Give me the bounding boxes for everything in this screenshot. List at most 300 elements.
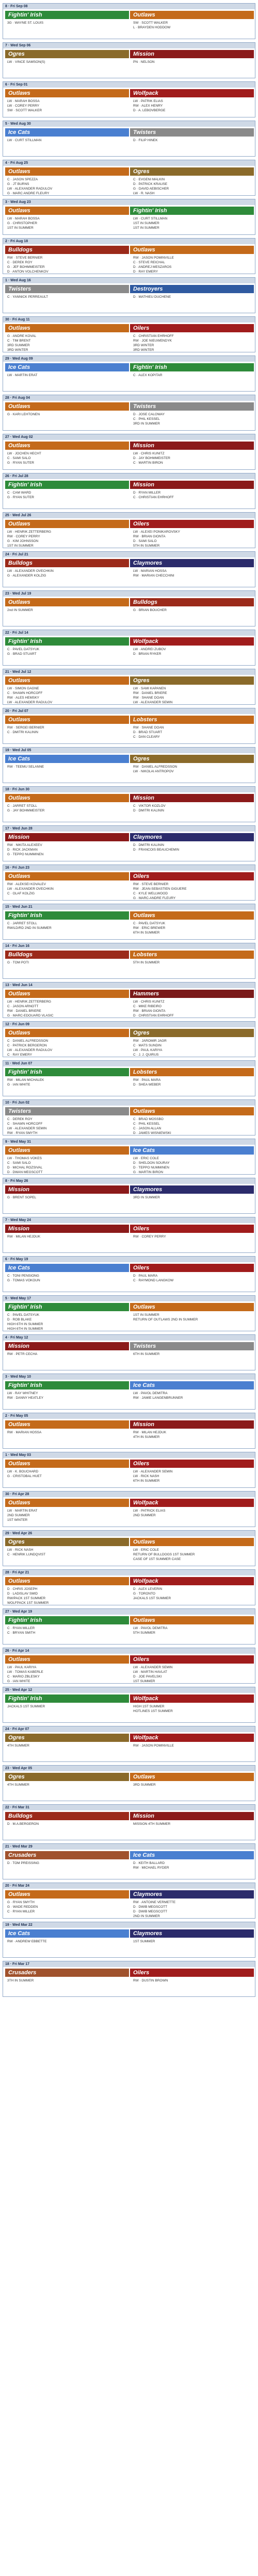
game-card[interactable] xyxy=(3,1099,255,1136)
away-notes xyxy=(129,490,255,500)
home-note: C · DEREK ROY xyxy=(7,261,33,264)
away-note: C · CHRISTIAN EHRHOFF xyxy=(133,496,174,499)
away-team-bar[interactable]: Oilers xyxy=(130,324,254,332)
home-team-bar[interactable]: Outlaws xyxy=(5,167,129,176)
away-team-bar[interactable]: Twisters xyxy=(130,128,254,137)
game-date: 20 · Fri Mar 24 xyxy=(3,1883,255,1889)
game-card[interactable] xyxy=(3,669,255,705)
away-team-bar[interactable]: Outlaws xyxy=(130,1538,254,1546)
game-card[interactable] xyxy=(3,825,255,861)
game-card[interactable] xyxy=(3,434,255,470)
home-notes xyxy=(3,1078,129,1087)
notes-row xyxy=(3,1822,255,1826)
away-team-bar[interactable]: Ogres xyxy=(130,1029,254,1037)
away-team-bar[interactable]: Mission xyxy=(130,1420,254,1429)
game-date: 7 · Wed Sep 06 xyxy=(3,43,255,48)
notes-row xyxy=(3,99,255,113)
away-team-bar[interactable]: Oilers xyxy=(130,1264,254,1272)
matchup-row xyxy=(3,11,255,19)
game-card[interactable] xyxy=(3,1569,255,1605)
game-date: 30 · Fri Apr 28 xyxy=(3,1492,255,1497)
away-notes xyxy=(129,21,255,30)
home-team-bar[interactable]: Outlaws xyxy=(5,442,129,450)
home-team-bar[interactable]: Mission xyxy=(5,1342,129,1350)
home-note: C · PAVEL DATSYUK xyxy=(7,648,40,651)
home-team-bar[interactable]: Mission xyxy=(5,1185,129,1194)
away-team-bar[interactable]: Oilers xyxy=(130,1969,254,1977)
home-note: JACKALS 1ST SUMMER xyxy=(7,1705,45,1708)
matchup-row xyxy=(3,1929,255,1938)
away-team-bar[interactable]: Wolfpack xyxy=(130,1734,254,1742)
home-team-bar[interactable]: Fightin' Irish xyxy=(5,1616,129,1624)
away-team-bar[interactable]: Oilers xyxy=(130,1655,254,1664)
game-card[interactable] xyxy=(3,747,255,783)
away-team-bar[interactable]: Mission xyxy=(130,481,254,489)
home-notes xyxy=(3,647,129,656)
game-card[interactable] xyxy=(3,395,255,431)
home-team-bar[interactable]: Mission xyxy=(5,833,129,841)
notes-row xyxy=(3,1469,255,1483)
game-card[interactable] xyxy=(3,238,255,274)
home-note: RW · ALEKSEI KOVALEV xyxy=(7,883,46,886)
game-date: 2 · Fri May 05 xyxy=(3,1413,255,1419)
away-note: D · ANDREJ MESZAROS xyxy=(133,265,172,269)
away-note: C · VIKTOR KOZLOV xyxy=(133,804,166,808)
away-team-bar[interactable]: Wolfpack xyxy=(130,1499,254,1507)
home-team-bar[interactable]: Fightin' Irish xyxy=(5,1303,129,1311)
away-team-bar[interactable]: Outlaws xyxy=(130,246,254,254)
game-card[interactable] xyxy=(3,42,255,78)
home-notes xyxy=(3,1509,129,1522)
away-team-bar[interactable]: Oilers xyxy=(130,520,254,528)
home-notes xyxy=(3,1313,129,1331)
home-notes xyxy=(3,1665,129,1684)
home-notes xyxy=(3,569,129,578)
matchup-row xyxy=(3,990,255,998)
game-card[interactable] xyxy=(3,1804,255,1840)
home-team-bar[interactable]: Outlaws xyxy=(5,598,129,606)
notes-row xyxy=(3,412,255,426)
home-team-bar[interactable]: Outlaws xyxy=(5,1890,129,1899)
away-note: D · RYAN MILLER xyxy=(133,491,161,495)
away-notes xyxy=(129,1704,255,1714)
away-team-bar[interactable]: Lobsters xyxy=(130,716,254,724)
away-note: RW · MILAN HEJDUK xyxy=(133,1431,167,1434)
away-note: RW · JEAN-SEBASTIEN GIGUERE xyxy=(133,887,187,891)
notes-row xyxy=(3,1939,255,1944)
notes-row xyxy=(3,765,255,774)
away-team-bar[interactable]: Ogres xyxy=(130,755,254,763)
home-note: G · KARI LEHTONEN xyxy=(7,413,40,416)
home-notes xyxy=(3,843,129,857)
home-team-bar[interactable]: Bulldogs xyxy=(5,951,129,959)
away-note: 1ST SUMMER xyxy=(133,1940,155,1943)
notes-row xyxy=(3,256,255,274)
away-note: RW · ERIC BREWER xyxy=(133,926,166,930)
away-note: L · BRAYDEN HODDOW xyxy=(133,26,171,29)
away-team-bar[interactable]: Fightin' Irish xyxy=(130,363,254,371)
game-card[interactable] xyxy=(3,316,255,352)
game-card[interactable] xyxy=(3,3,255,39)
home-note: C · JASON ARNOTT xyxy=(7,1005,39,1008)
away-note: D · PATRICK KRAUSE xyxy=(133,182,168,186)
game-date: 25 · Wed Apr 12 xyxy=(3,1687,255,1693)
home-note: LW · RAY WHITNEY xyxy=(7,1392,38,1395)
home-notes xyxy=(3,1117,129,1136)
away-team-bar[interactable]: Ice Cats xyxy=(130,1146,254,1155)
game-card[interactable] xyxy=(3,199,255,235)
home-note: G · JEF BOHMMEISTER xyxy=(7,265,45,269)
home-team-bar[interactable]: Fightin' Irish xyxy=(5,1381,129,1389)
home-note: LW · ALEXANDER RADULOV xyxy=(7,1048,53,1052)
away-team-bar[interactable]: Mission xyxy=(130,50,254,58)
home-notes xyxy=(3,608,129,613)
home-team-bar[interactable]: Fightin' Irish xyxy=(5,1694,129,1703)
game-date: 5 · Wed May 17 xyxy=(3,1296,255,1301)
notes-row xyxy=(3,1195,255,1200)
home-team-bar[interactable]: Bulldogs xyxy=(5,246,129,254)
game-card[interactable] xyxy=(3,1530,255,1566)
home-note: C · OLAF KOLZIG xyxy=(7,892,35,895)
away-note: G · TORONTO xyxy=(133,1592,155,1596)
home-note: G · MARC-EDOUARD VLASIC xyxy=(7,1014,54,1018)
home-team-bar[interactable]: Outlaws xyxy=(5,716,129,724)
away-team-bar[interactable]: Claymores xyxy=(130,1185,254,1194)
home-team-bar[interactable]: Fightin' Irish xyxy=(5,1068,129,1076)
game-card[interactable] xyxy=(3,1295,255,1331)
matchup-row xyxy=(3,951,255,959)
home-team-bar[interactable]: Crusaders xyxy=(5,1969,129,1977)
away-team-bar[interactable]: Outlaws xyxy=(130,1773,254,1781)
away-note: 1ST SUMMER xyxy=(133,1680,155,1683)
notes-row xyxy=(3,1078,255,1087)
home-team-bar[interactable]: Ice Cats xyxy=(5,1264,129,1272)
home-notes xyxy=(3,1234,129,1239)
home-team-bar[interactable]: Fightin' Irish xyxy=(5,911,129,920)
away-team-bar[interactable]: Wolfpack xyxy=(130,637,254,646)
matchup-row xyxy=(3,1146,255,1155)
game-card[interactable] xyxy=(3,160,255,196)
matchup-row xyxy=(3,1969,255,1977)
home-note: LW · ALEXANDER OVECHKIN xyxy=(7,887,54,891)
game-card[interactable] xyxy=(3,81,255,117)
home-team-bar[interactable]: Ice Cats xyxy=(5,755,129,763)
game-card[interactable] xyxy=(3,1452,255,1488)
matchup-row xyxy=(3,1694,255,1703)
home-note: LW · HENRIK ZETTERBERG xyxy=(7,1000,52,1004)
away-notes xyxy=(129,1352,255,1357)
home-team-bar[interactable]: Fightin' Irish xyxy=(5,11,129,19)
game-card[interactable] xyxy=(3,1021,255,1057)
game-date: 16 · Fri Jun 23 xyxy=(3,865,255,871)
home-team-bar[interactable]: Outlaws xyxy=(5,89,129,97)
game-card[interactable] xyxy=(3,1961,255,1997)
matchup-row xyxy=(3,1577,255,1585)
away-team-bar[interactable]: Hammers xyxy=(130,990,254,998)
away-notes xyxy=(129,1665,255,1684)
notes-row xyxy=(3,177,255,196)
notes-row xyxy=(3,569,255,578)
away-note: D · JAMES WISNIEWSKI xyxy=(133,1131,171,1135)
home-notes xyxy=(3,999,129,1018)
home-notes xyxy=(3,451,129,465)
home-note: HIGH 6TH IN SUMMER xyxy=(7,1327,43,1331)
home-notes xyxy=(3,138,129,143)
game-card[interactable] xyxy=(3,1060,255,1096)
game-card[interactable] xyxy=(3,1843,255,1879)
game-card[interactable] xyxy=(3,786,255,822)
away-note: C · BRAD MOSSBO xyxy=(133,1117,164,1121)
home-team-bar[interactable]: Ice Cats xyxy=(5,1929,129,1938)
game-card[interactable] xyxy=(3,512,255,548)
away-note: D · SAMI SALO xyxy=(133,539,157,543)
away-notes xyxy=(129,1783,255,1787)
away-team-bar[interactable]: Mission xyxy=(130,1812,254,1820)
game-card[interactable] xyxy=(3,1334,255,1370)
away-note: RW · JASON POMINVILLE xyxy=(133,1744,174,1748)
game-card[interactable] xyxy=(3,1217,255,1253)
away-note: LW · ALEXEI PONIKAROVSKY xyxy=(133,530,180,534)
game-card[interactable] xyxy=(3,1648,255,1684)
away-team-bar[interactable]: Oilers xyxy=(130,872,254,880)
away-note: D · JOSE CALOWAY xyxy=(133,413,165,416)
home-notes xyxy=(3,60,129,64)
game-card[interactable] xyxy=(3,1374,255,1410)
home-team-bar[interactable]: Outlaws xyxy=(5,1577,129,1585)
game-date: 18 · Fri Jun 30 xyxy=(3,787,255,792)
home-note: C · PAVEL DATSYUK xyxy=(7,1313,40,1317)
away-notes xyxy=(129,177,255,196)
home-notes xyxy=(3,1626,129,1635)
away-team-bar[interactable]: Ogres xyxy=(130,167,254,176)
away-team-bar[interactable]: Claymores xyxy=(130,559,254,567)
home-team-bar[interactable]: Ogres xyxy=(5,50,129,58)
away-note: LW · SAMI KAPANEN xyxy=(133,687,166,690)
notes-row xyxy=(3,1430,255,1439)
away-notes xyxy=(129,1313,255,1331)
home-team-bar[interactable]: Outlaws xyxy=(5,1499,129,1507)
home-team-bar[interactable]: Ogres xyxy=(5,1734,129,1742)
home-team-bar[interactable]: Ogres xyxy=(5,1538,129,1546)
game-date: 23 · Wed Jul 19 xyxy=(3,591,255,597)
away-note: 6TH IN SUMMER xyxy=(133,931,160,935)
home-note: C · RAY EMERY xyxy=(7,1053,33,1057)
game-card[interactable] xyxy=(3,277,255,313)
game-card[interactable] xyxy=(3,1491,255,1527)
away-notes xyxy=(129,804,255,813)
away-note: 6TH IN SUMMER xyxy=(133,1352,160,1356)
away-team-bar[interactable]: Claymores xyxy=(130,1929,254,1938)
home-notes xyxy=(3,1391,129,1400)
home-note: G · BRAD STUART xyxy=(7,652,37,656)
home-note: RW · DANIEL BRIERE xyxy=(7,1009,41,1013)
home-team-bar[interactable]: Outlaws xyxy=(5,794,129,802)
home-team-bar[interactable]: Fightin' Irish xyxy=(5,481,129,489)
away-team-bar[interactable]: Wolfpack xyxy=(130,1694,254,1703)
home-team-bar[interactable]: Outlaws xyxy=(5,520,129,528)
away-note: 3RD IN SUMMER xyxy=(133,422,160,426)
away-note: D · PAUL MARA xyxy=(133,1274,158,1278)
away-team-bar[interactable]: Twisters xyxy=(130,1342,254,1350)
home-note: 3G · WAYNE ST. LOUIS xyxy=(7,21,44,25)
home-team-bar[interactable]: Outlaws xyxy=(5,1420,129,1429)
home-team-bar[interactable]: Mission xyxy=(5,1225,129,1233)
away-note: LW · RICK NASH xyxy=(133,1475,159,1478)
notes-row xyxy=(3,1548,255,1562)
away-team-bar[interactable]: Ice Cats xyxy=(130,1381,254,1389)
away-note: RW · BRIAN GIONTA xyxy=(133,535,166,538)
away-team-bar[interactable]: Outlaws xyxy=(130,911,254,920)
home-team-bar[interactable]: Fightin' Irish xyxy=(5,637,129,646)
matchup-row xyxy=(3,442,255,450)
home-team-bar[interactable]: Bulldogs xyxy=(5,1812,129,1820)
home-note: C · DEREK ROY xyxy=(7,1117,33,1121)
game-card[interactable] xyxy=(3,1413,255,1449)
away-note: D · DWIB MEGSCOTT xyxy=(133,1910,168,1913)
away-team-bar[interactable]: Twisters xyxy=(130,402,254,411)
away-team-bar[interactable]: Outlaws xyxy=(130,11,254,19)
game-card[interactable] xyxy=(3,1256,255,1292)
game-date: 4 · Fri Aug 25 xyxy=(3,160,255,166)
home-team-bar[interactable]: Outlaws xyxy=(5,676,129,685)
home-team-bar[interactable]: Outlaws xyxy=(5,1146,129,1155)
away-team-bar[interactable]: Mission xyxy=(130,442,254,450)
home-team-bar[interactable]: Outlaws xyxy=(5,1655,129,1664)
away-team-bar[interactable]: Lobsters xyxy=(130,1068,254,1076)
game-card[interactable] xyxy=(3,865,255,901)
game-card[interactable] xyxy=(3,1883,255,1919)
away-note: D · RAY EMERY xyxy=(133,270,158,274)
game-card[interactable] xyxy=(3,708,255,744)
away-team-bar[interactable]: Lobsters xyxy=(130,951,254,959)
home-note: 3RD SUMMER xyxy=(7,344,30,347)
away-team-bar[interactable]: Claymores xyxy=(130,833,254,841)
game-card[interactable] xyxy=(3,904,255,940)
game-card[interactable] xyxy=(3,473,255,509)
home-team-bar[interactable]: Outlaws xyxy=(5,324,129,332)
notes-row xyxy=(3,1626,255,1635)
game-date: 4 · Fri May 12 xyxy=(3,1335,255,1341)
home-team-bar[interactable]: Twisters xyxy=(5,285,129,293)
game-card[interactable] xyxy=(3,982,255,1018)
home-team-bar[interactable]: Crusaders xyxy=(5,1851,129,1859)
game-card[interactable] xyxy=(3,1922,255,1958)
game-card[interactable] xyxy=(3,1608,255,1645)
game-card[interactable] xyxy=(3,590,255,626)
home-team-bar[interactable]: Ice Cats xyxy=(5,363,129,371)
game-date: 3 · Wed May 10 xyxy=(3,1374,255,1380)
game-card[interactable] xyxy=(3,551,255,587)
notes-row xyxy=(3,1587,255,1605)
home-note: D · ROB BLAKE xyxy=(7,1318,32,1321)
game-card[interactable] xyxy=(3,943,255,979)
away-team-bar[interactable]: Oilers xyxy=(130,1460,254,1468)
away-notes xyxy=(129,608,255,613)
home-team-bar[interactable]: Outlaws xyxy=(5,1460,129,1468)
away-team-bar[interactable]: Ogres xyxy=(130,676,254,685)
home-note: G · TOM POTI xyxy=(7,961,29,964)
home-note: G · MARC ANDRE FLEURY xyxy=(7,192,50,195)
away-team-bar[interactable]: Wolfpack xyxy=(130,89,254,97)
home-team-bar[interactable]: Outlaws xyxy=(5,1029,129,1037)
away-team-bar[interactable]: Mission xyxy=(130,794,254,802)
home-note: C · RYAN MILLER xyxy=(7,1626,35,1630)
home-note: C · TONI PENSIONG xyxy=(7,1274,39,1278)
home-team-bar[interactable]: Outlaws xyxy=(5,207,129,215)
home-note: C · RYAN MILLER xyxy=(7,1910,35,1913)
away-team-bar[interactable]: Claymores xyxy=(130,1890,254,1899)
home-team-bar[interactable]: Outlaws xyxy=(5,990,129,998)
away-note: HIGH 1ST SUMMER xyxy=(133,1705,165,1708)
away-note: HOTLINES 1ST SUMMER xyxy=(133,1709,173,1713)
game-card[interactable] xyxy=(3,1726,255,1762)
matchup-row xyxy=(3,637,255,646)
game-card[interactable] xyxy=(3,1139,255,1175)
home-note: G · KIM JOHNSSON xyxy=(7,539,39,543)
home-team-bar[interactable]: Ice Cats xyxy=(5,128,129,137)
away-note: RW · MARIAN CHECCHINI xyxy=(133,574,174,578)
away-note: C · ALEX KOPITAR xyxy=(133,374,163,377)
home-team-bar[interactable]: Ogres xyxy=(5,1773,129,1781)
away-team-bar[interactable]: Wolfpack xyxy=(130,1577,254,1585)
matchup-row xyxy=(3,833,255,841)
notes-row xyxy=(3,216,255,230)
away-team-bar[interactable]: Outlaws xyxy=(130,1303,254,1311)
away-team-bar[interactable]: Ice Cats xyxy=(130,1851,254,1859)
home-notes xyxy=(3,373,129,378)
game-date: 12 · Fri Jun 09 xyxy=(3,1022,255,1027)
game-date: 7 · Wed May 24 xyxy=(3,1217,255,1223)
away-notes xyxy=(129,686,255,705)
matchup-row xyxy=(3,1773,255,1781)
game-card[interactable] xyxy=(3,121,255,157)
game-card[interactable] xyxy=(3,1765,255,1801)
away-note: RW · JAROMIR JAGR xyxy=(133,1039,167,1043)
home-note: LW · MARTIN ERAT xyxy=(7,1509,38,1513)
away-team-bar[interactable]: Outlaws xyxy=(130,1107,254,1115)
away-notes xyxy=(129,1078,255,1087)
away-note: RW · MICHAEL RYDER xyxy=(133,1866,169,1870)
away-team-bar[interactable]: Oilers xyxy=(130,1225,254,1233)
home-note: D · LADISLAV SMID xyxy=(7,1592,38,1596)
game-card[interactable] xyxy=(3,1687,255,1723)
home-note: C · JARRET STOLL xyxy=(7,922,37,925)
game-date: 20 · Fri Jul 07 xyxy=(3,708,255,714)
home-notes xyxy=(3,334,129,352)
home-note: LW · ALEXANDER RADULOV xyxy=(7,187,53,191)
home-team-bar[interactable]: Twisters xyxy=(5,1107,129,1115)
game-card[interactable] xyxy=(3,355,255,392)
away-team-bar[interactable]: Outlaws xyxy=(130,1616,254,1624)
away-team-bar[interactable]: Bulldogs xyxy=(130,598,254,606)
away-note: SW · SCOTT WALKER xyxy=(133,21,168,25)
home-team-bar[interactable]: Outlaws xyxy=(5,402,129,411)
matchup-row xyxy=(3,1655,255,1664)
home-team-bar[interactable]: Bulldogs xyxy=(5,559,129,567)
game-card[interactable] xyxy=(3,1178,255,1214)
game-date: 24 · Fri Apr 07 xyxy=(3,1726,255,1732)
away-note: D · DWIB MEGSCOTT xyxy=(133,1905,168,1909)
matchup-row xyxy=(3,1264,255,1272)
away-note: D · JAY BOHMMEISTER xyxy=(133,456,170,460)
game-card[interactable] xyxy=(3,630,255,666)
home-note: RW/PACK 1ST SUMMER xyxy=(7,1597,46,1600)
away-team-bar[interactable]: Destroyers xyxy=(130,285,254,293)
home-team-bar[interactable]: Outlaws xyxy=(5,872,129,880)
home-note: RW · COREY PERRY xyxy=(7,535,40,538)
away-note: C · PHIL KESSEL xyxy=(133,1122,160,1126)
away-team-bar[interactable]: Fightin' Irish xyxy=(130,207,254,215)
